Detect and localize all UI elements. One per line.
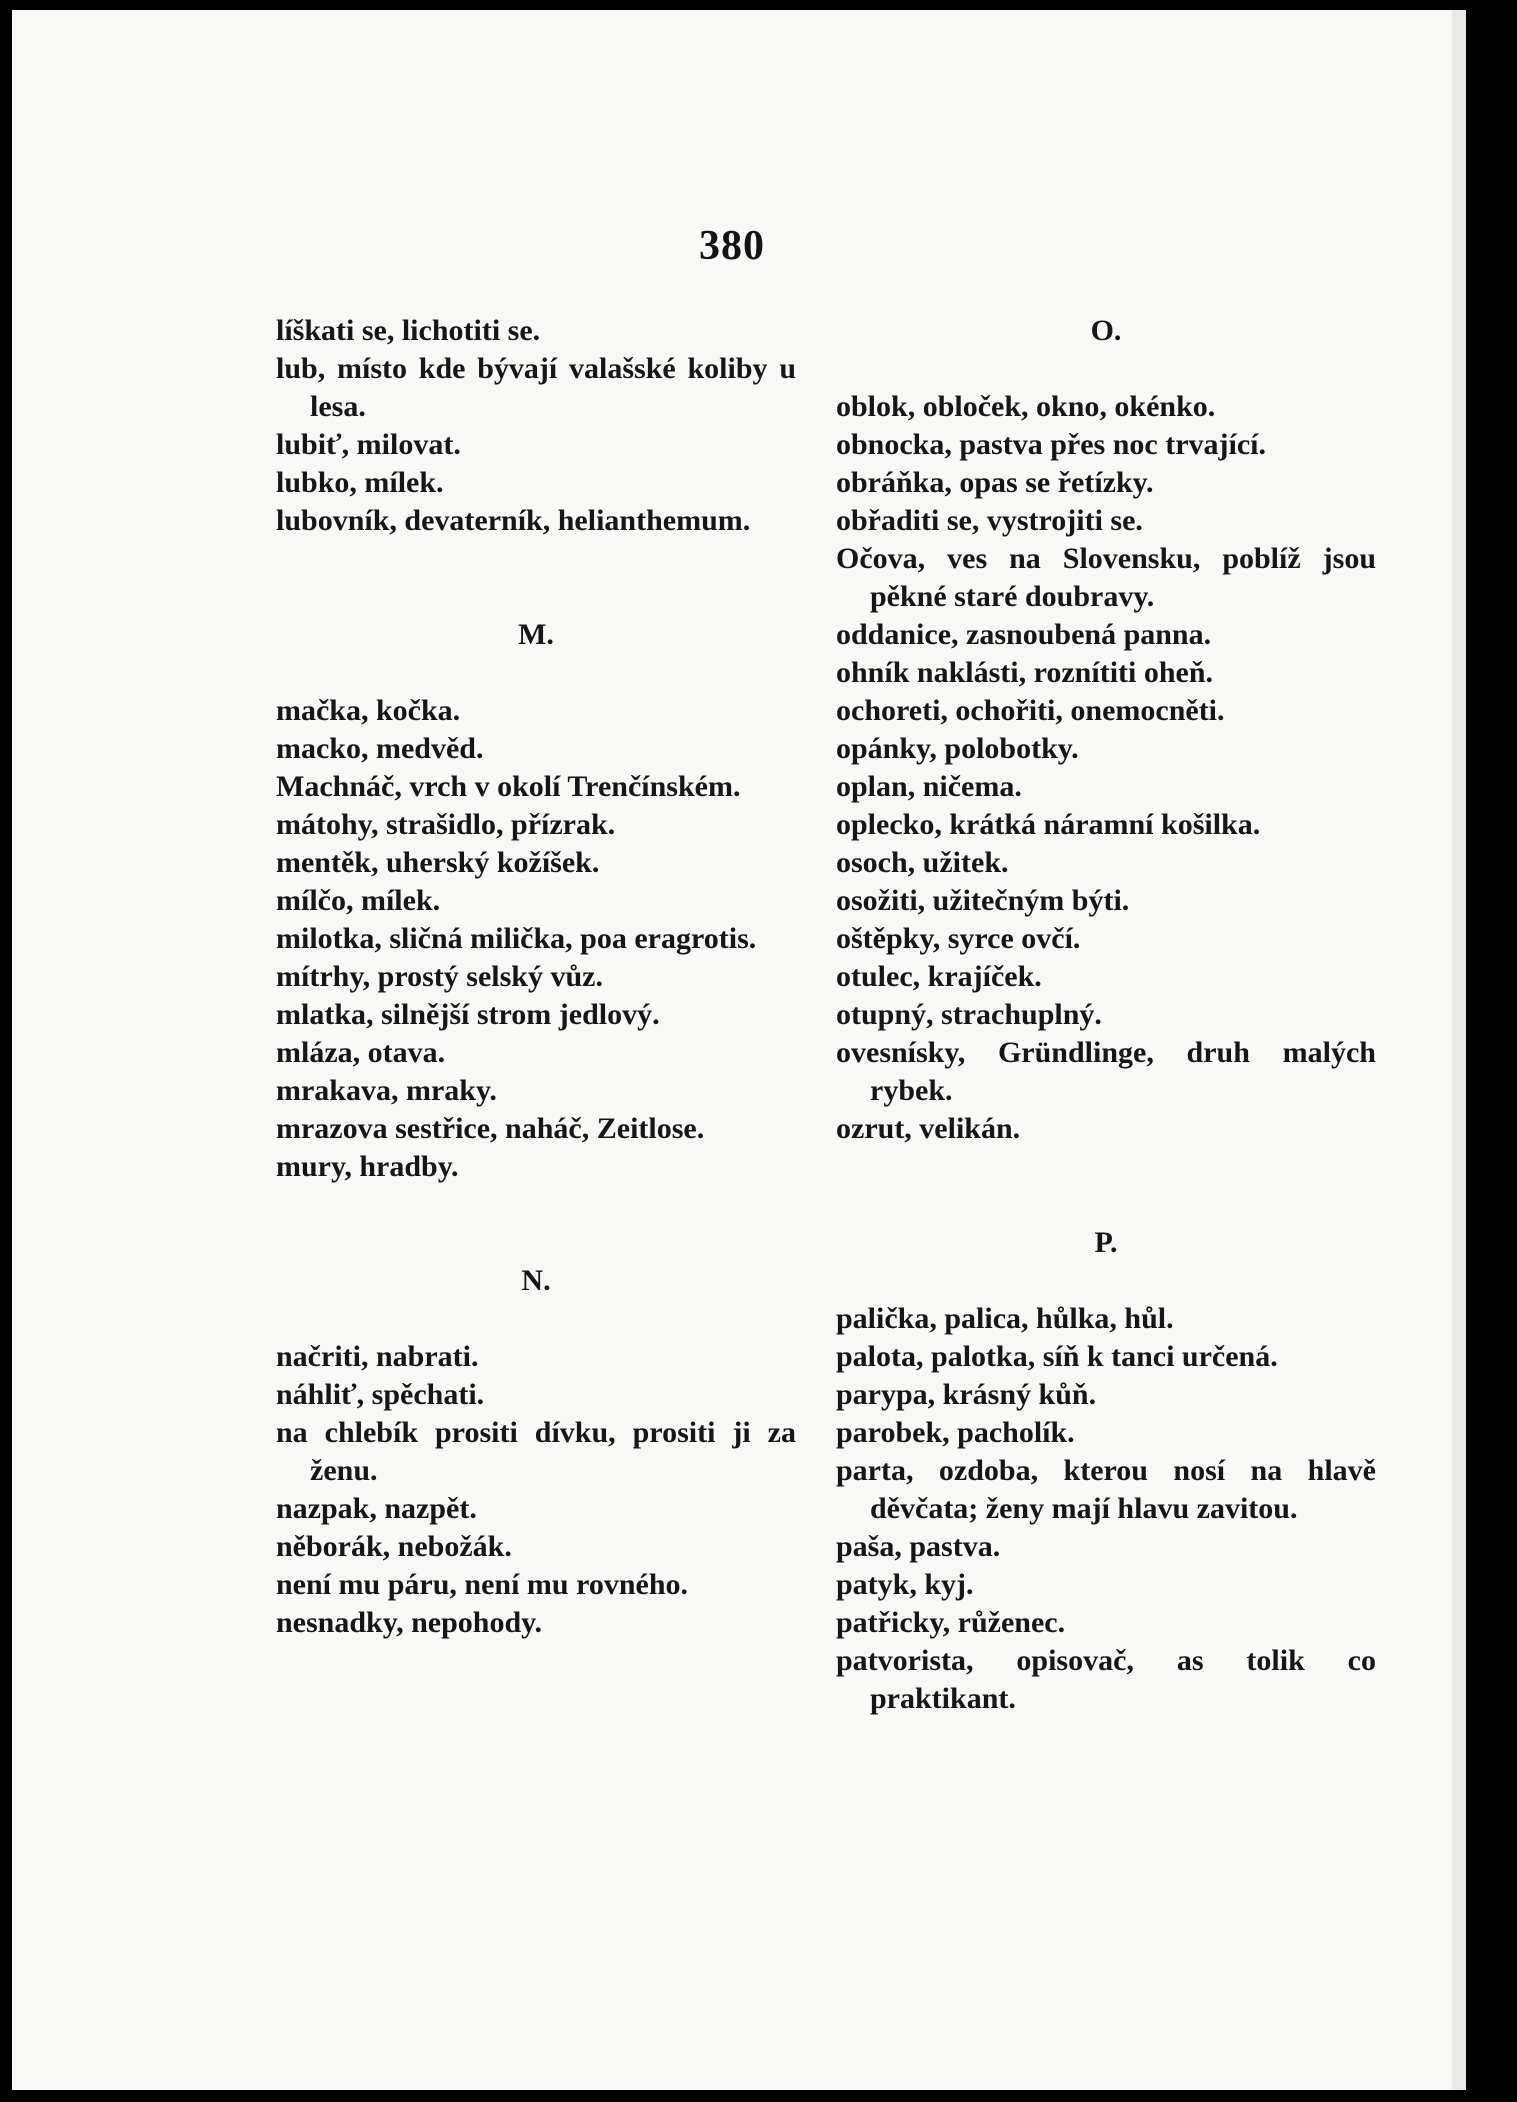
page-number: 380 bbox=[699, 223, 765, 269]
entry: osožiti, užitečným býti. bbox=[836, 884, 1130, 917]
entry: náhliť, spěchati. bbox=[276, 1378, 485, 1411]
entry: otulec, krajíček. bbox=[836, 960, 1042, 993]
left-column bbox=[276, 312, 796, 1642]
entry: oplecko, krátká náramní košilka. bbox=[836, 808, 1261, 841]
entry: palička, palica, hůlka, hůl. bbox=[836, 1302, 1174, 1335]
entry: parobek, pacholík. bbox=[836, 1416, 1075, 1449]
section-heading-m: M. bbox=[518, 618, 554, 651]
entry: opánky, polobotky. bbox=[836, 732, 1079, 765]
entry: mítrhy, prostý selský vůz. bbox=[276, 960, 603, 993]
entry: oštěpky, syrce ovčí. bbox=[836, 922, 1081, 955]
entry: líškati se, lichotiti se. bbox=[276, 314, 541, 347]
entry: otupný, strachuplný. bbox=[836, 998, 1102, 1031]
entry: patřicky, růženec. bbox=[836, 1606, 1066, 1639]
entry: ovesnísky, Gründlinge, druh malých rybek. bbox=[836, 1036, 1376, 1107]
entry: na chlebík prositi dívku, prositi ji za ženu. bbox=[276, 1416, 796, 1487]
entry: mentěk, uherský kožíšek. bbox=[276, 846, 600, 879]
entry: mury, hradby. bbox=[276, 1150, 459, 1183]
entry: mačka, kočka. bbox=[276, 694, 461, 727]
entry: mláza, otava. bbox=[276, 1036, 446, 1069]
entry: lub, místo kde bývají valašské koliby u lesa. bbox=[276, 352, 796, 423]
entry: patvorista, opisovač, as tolik co praktikant. bbox=[836, 1644, 1376, 1715]
entry: není mu páru, není mu rovného. bbox=[276, 1568, 689, 1601]
section-heading-o: O. bbox=[1090, 314, 1122, 347]
entry: lubko, mílek. bbox=[276, 466, 444, 499]
entry: lubiť, milovat. bbox=[276, 428, 461, 461]
section-heading-n: N. bbox=[521, 1264, 551, 1297]
entry: mrazova sestřice, naháč, Zeitlose. bbox=[276, 1112, 705, 1145]
entry: Machnáč, vrch v okolí Trenčínském. bbox=[276, 770, 741, 803]
entry: oblok, obloček, okno, okénko. bbox=[836, 390, 1216, 423]
entry: nesnadky, nepohody. bbox=[276, 1606, 542, 1639]
entry: obřaditi se, vystrojiti se. bbox=[836, 504, 1143, 537]
page-edge bbox=[1452, 10, 1466, 2090]
entry: osoch, užitek. bbox=[836, 846, 1009, 879]
entry: parypa, krásný kůň. bbox=[836, 1378, 1097, 1411]
section-heading-p: P. bbox=[1094, 1226, 1118, 1259]
entry: mílčo, mílek. bbox=[276, 884, 441, 917]
entry: obráňka, opas se řetízky. bbox=[836, 466, 1154, 499]
entry: macko, medvěd. bbox=[276, 732, 484, 765]
entry: mlatka, silnější strom jedlový. bbox=[276, 998, 660, 1031]
entry: milotka, sličná milička, poa eragrotis. bbox=[276, 922, 757, 955]
entry: načriti, nabrati. bbox=[276, 1340, 479, 1373]
entry: lubovník, devaterník, helianthemum. bbox=[276, 504, 751, 537]
entry: obnocka, pastva přes noc trvající. bbox=[836, 428, 1266, 461]
book-page bbox=[12, 10, 1452, 2090]
entry: oplan, ničema. bbox=[836, 770, 1022, 803]
entry: ozrut, velikán. bbox=[836, 1112, 1021, 1145]
entry: mrakava, mraky. bbox=[276, 1074, 497, 1107]
entry: mátohy, strašidlo, přízrak. bbox=[276, 808, 616, 841]
entry: ochoreti, ochořiti, onemocněti. bbox=[836, 694, 1225, 727]
entry: oddanice, zasnoubená panna. bbox=[836, 618, 1212, 651]
entry: paša, pastva. bbox=[836, 1530, 1001, 1563]
entry: ohník naklásti, roznítiti oheň. bbox=[836, 656, 1214, 689]
entry: něborák, nebožák. bbox=[276, 1530, 512, 1563]
entry: Očova, ves na Slovensku, poblíž jsou pěkné staré doubravy. bbox=[836, 542, 1376, 613]
entry: palota, palotka, síň k tanci určená. bbox=[836, 1340, 1278, 1373]
entry: parta, ozdoba, kterou nosí na hlavě děvčata; ženy mají hlavu zavitou. bbox=[836, 1454, 1376, 1525]
entry: nazpak, nazpět. bbox=[276, 1492, 477, 1525]
entry: patyk, kyj. bbox=[836, 1568, 974, 1601]
right-column bbox=[836, 312, 1376, 1718]
